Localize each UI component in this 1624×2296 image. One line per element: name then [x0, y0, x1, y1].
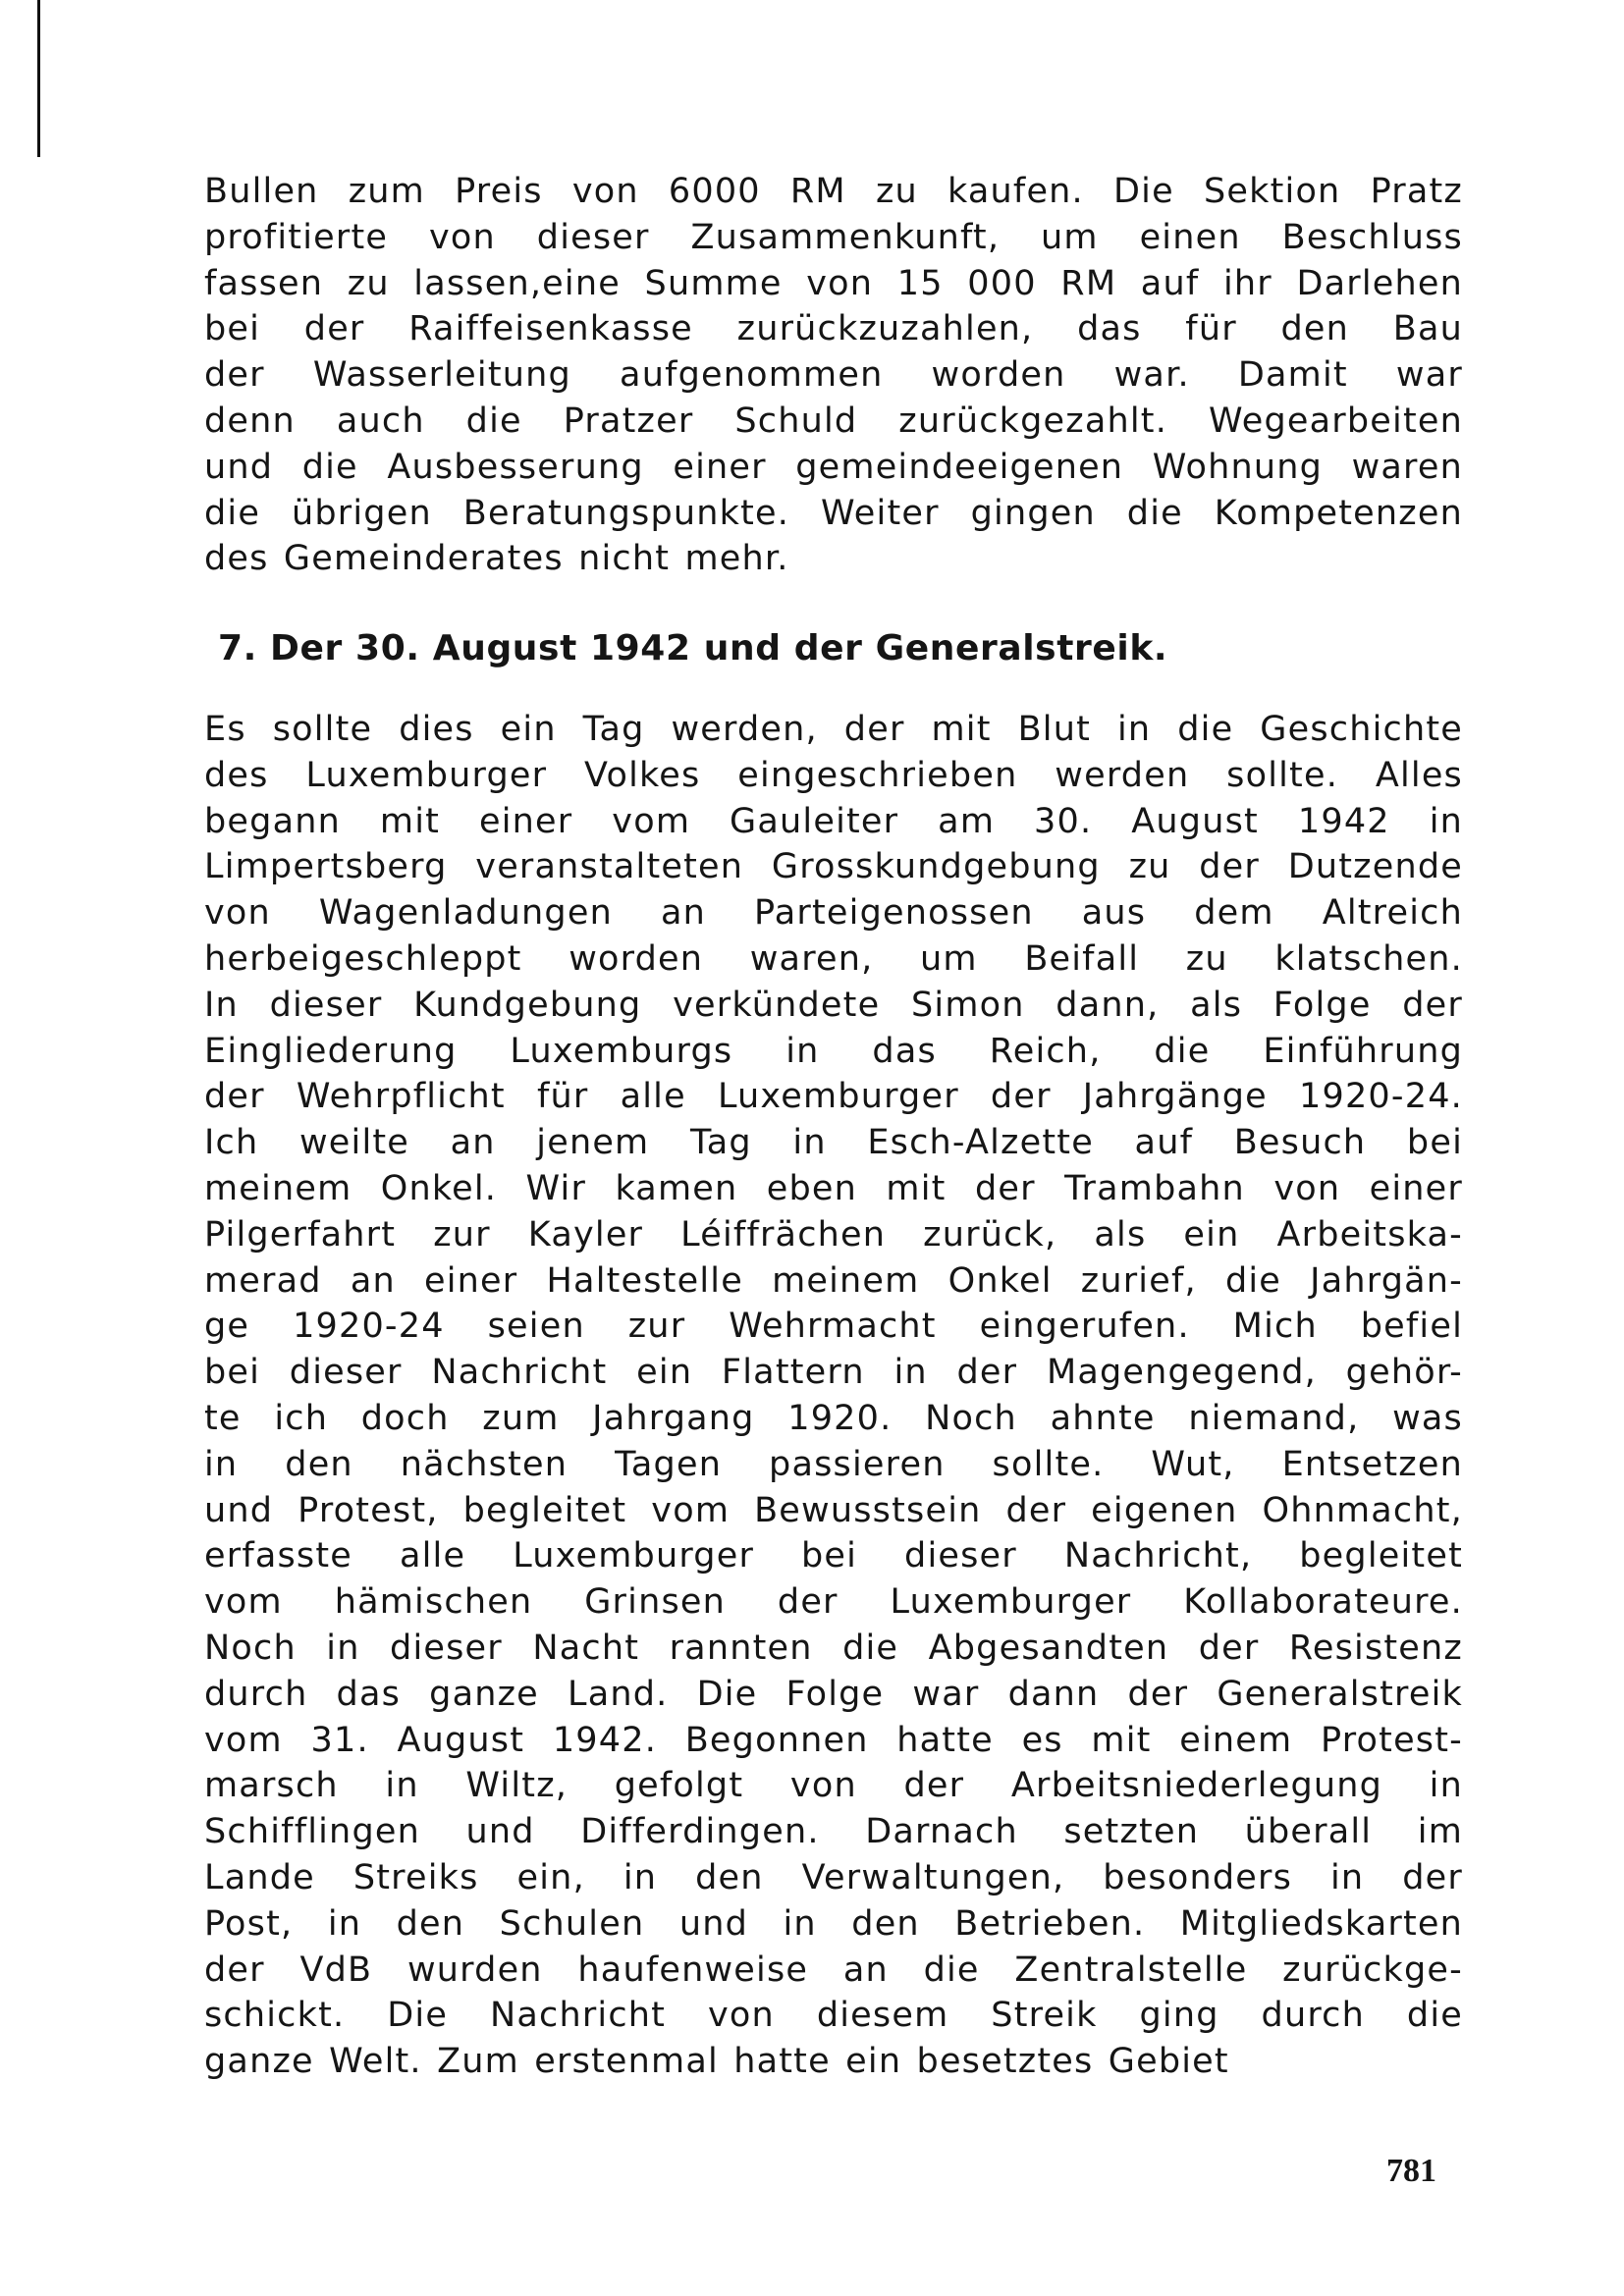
text-line: vom hämischen Grinsen der Luxemburger Kollaborateure.	[204, 1582, 1463, 1623]
text-line: profitierte von dieser Zusammenkunft, um einen Beschluss	[204, 217, 1463, 257]
text-line: Post, in den Schulen und in den Betrieben. Mitgliedskarten	[204, 1903, 1463, 1944]
text-line: vom 31. August 1942. Begonnen hatte es mit einem Protest-	[204, 1720, 1463, 1760]
text-line: Bullen zum Preis von 6000 RM zu kaufen. Die Sektion Pratz	[204, 172, 1463, 211]
page-number: 781	[1386, 2153, 1436, 2189]
paragraph-1	[204, 169, 1463, 582]
text-line: von Wagenladungen an Parteigenossen aus dem Altreich	[204, 893, 1463, 934]
paragraph-2	[204, 707, 1463, 2085]
text-line: und Protest, begleitet vom Bewusstsein der eigenen Ohnmacht,	[204, 1490, 1463, 1530]
page-edge-line	[37, 0, 40, 157]
text-line: denn auch die Pratzer Schuld zurückgezahlt. Wegearbeiten	[204, 400, 1463, 441]
text-line: Ich weilte an jenem Tag in Esch-Alzette auf Besuch bei	[204, 1123, 1463, 1163]
text-line: der VdB wurden haufenweise an die Zentralstelle zurückge-	[204, 1949, 1463, 1990]
text-line: Noch in dieser Nacht rannten die Abgesandten der Resistenz	[204, 1628, 1463, 1668]
text-line: erfasste alle Luxemburger bei dieser Nachricht, begleitet	[204, 1536, 1463, 1576]
text-line: in den nächsten Tagen passieren sollte. Wut, Entsetzen	[204, 1444, 1463, 1484]
text-line: Pilgerfahrt zur Kayler Léiffrächen zurück, als ein Arbeitska-	[204, 1214, 1463, 1255]
text-line: ganze Welt. Zum erstenmal hatte ein besetztes Gebiet	[204, 2042, 1229, 2082]
text-line: Limpertsberg veranstalteten Grosskundgebung zu der Dutzende	[204, 847, 1463, 887]
text-line: des Gemeinderates nicht mehr.	[204, 539, 789, 579]
text-line: herbeigeschleppt worden waren, um Beifall zu klatschen.	[204, 938, 1463, 979]
text-line: ge 1920-24 seien zur Wehrmacht eingerufen. Mich befiel	[204, 1307, 1463, 1347]
section-heading: 7. Der 30. August 1942 und der Generalstreik.	[218, 628, 1168, 668]
text-line: merad an einer Haltestelle meinem Onkel zurief, die Jahrgän-	[204, 1260, 1463, 1301]
text-line: der Wehrpflicht für alle Luxemburger der Jahrgänge 1920-24.	[204, 1077, 1463, 1117]
text-line: In dieser Kundgebung verkündete Simon dann, als Folge der	[204, 985, 1463, 1025]
text-line: der Wasserleitung aufgenommen worden war. Damit war	[204, 355, 1463, 396]
text-line: fassen zu lassen,eine Summe von 15 000 RM auf ihr Darlehen	[204, 263, 1463, 303]
text-line: Schifflingen und Differdingen. Darnach setzten überall im	[204, 1812, 1463, 1852]
text-line: begann mit einer vom Gauleiter am 30. August 1942 in	[204, 801, 1463, 841]
text-line: meinem Onkel. Wir kamen eben mit der Trambahn von einer	[204, 1168, 1463, 1208]
text-line: te ich doch zum Jahrgang 1920. Noch ahnte niemand, was	[204, 1398, 1463, 1438]
text-line: Eingliederung Luxemburgs in das Reich, die Einführung	[204, 1031, 1463, 1071]
text-line: Lande Streiks ein, in den Verwaltungen, besonders in der	[204, 1857, 1463, 1897]
text-line: schickt. Die Nachricht von diesem Streik ging durch die	[204, 1996, 1463, 2036]
text-line: und die Ausbesserung einer gemeindeeigenen Wohnung waren	[204, 447, 1463, 487]
text-line: bei dieser Nachricht ein Flattern in der Magengegend, gehör-	[204, 1353, 1463, 1393]
text-line: marsch in Wiltz, gefolgt von der Arbeitsniederlegung in	[204, 1766, 1463, 1806]
text-line: durch das ganze Land. Die Folge war dann der Generalstreik	[204, 1674, 1463, 1714]
text-line: die übrigen Beratungspunkte. Weiter gingen die Kompetenzen	[204, 493, 1463, 533]
text-line: des Luxemburger Volkes eingeschrieben werden sollte. Alles	[204, 755, 1463, 795]
text-line: Es sollte dies ein Tag werden, der mit Blut in die Geschichte	[204, 710, 1463, 749]
text-line: bei der Raiffeisenkasse zurückzuzahlen, das für den Bau	[204, 309, 1463, 349]
